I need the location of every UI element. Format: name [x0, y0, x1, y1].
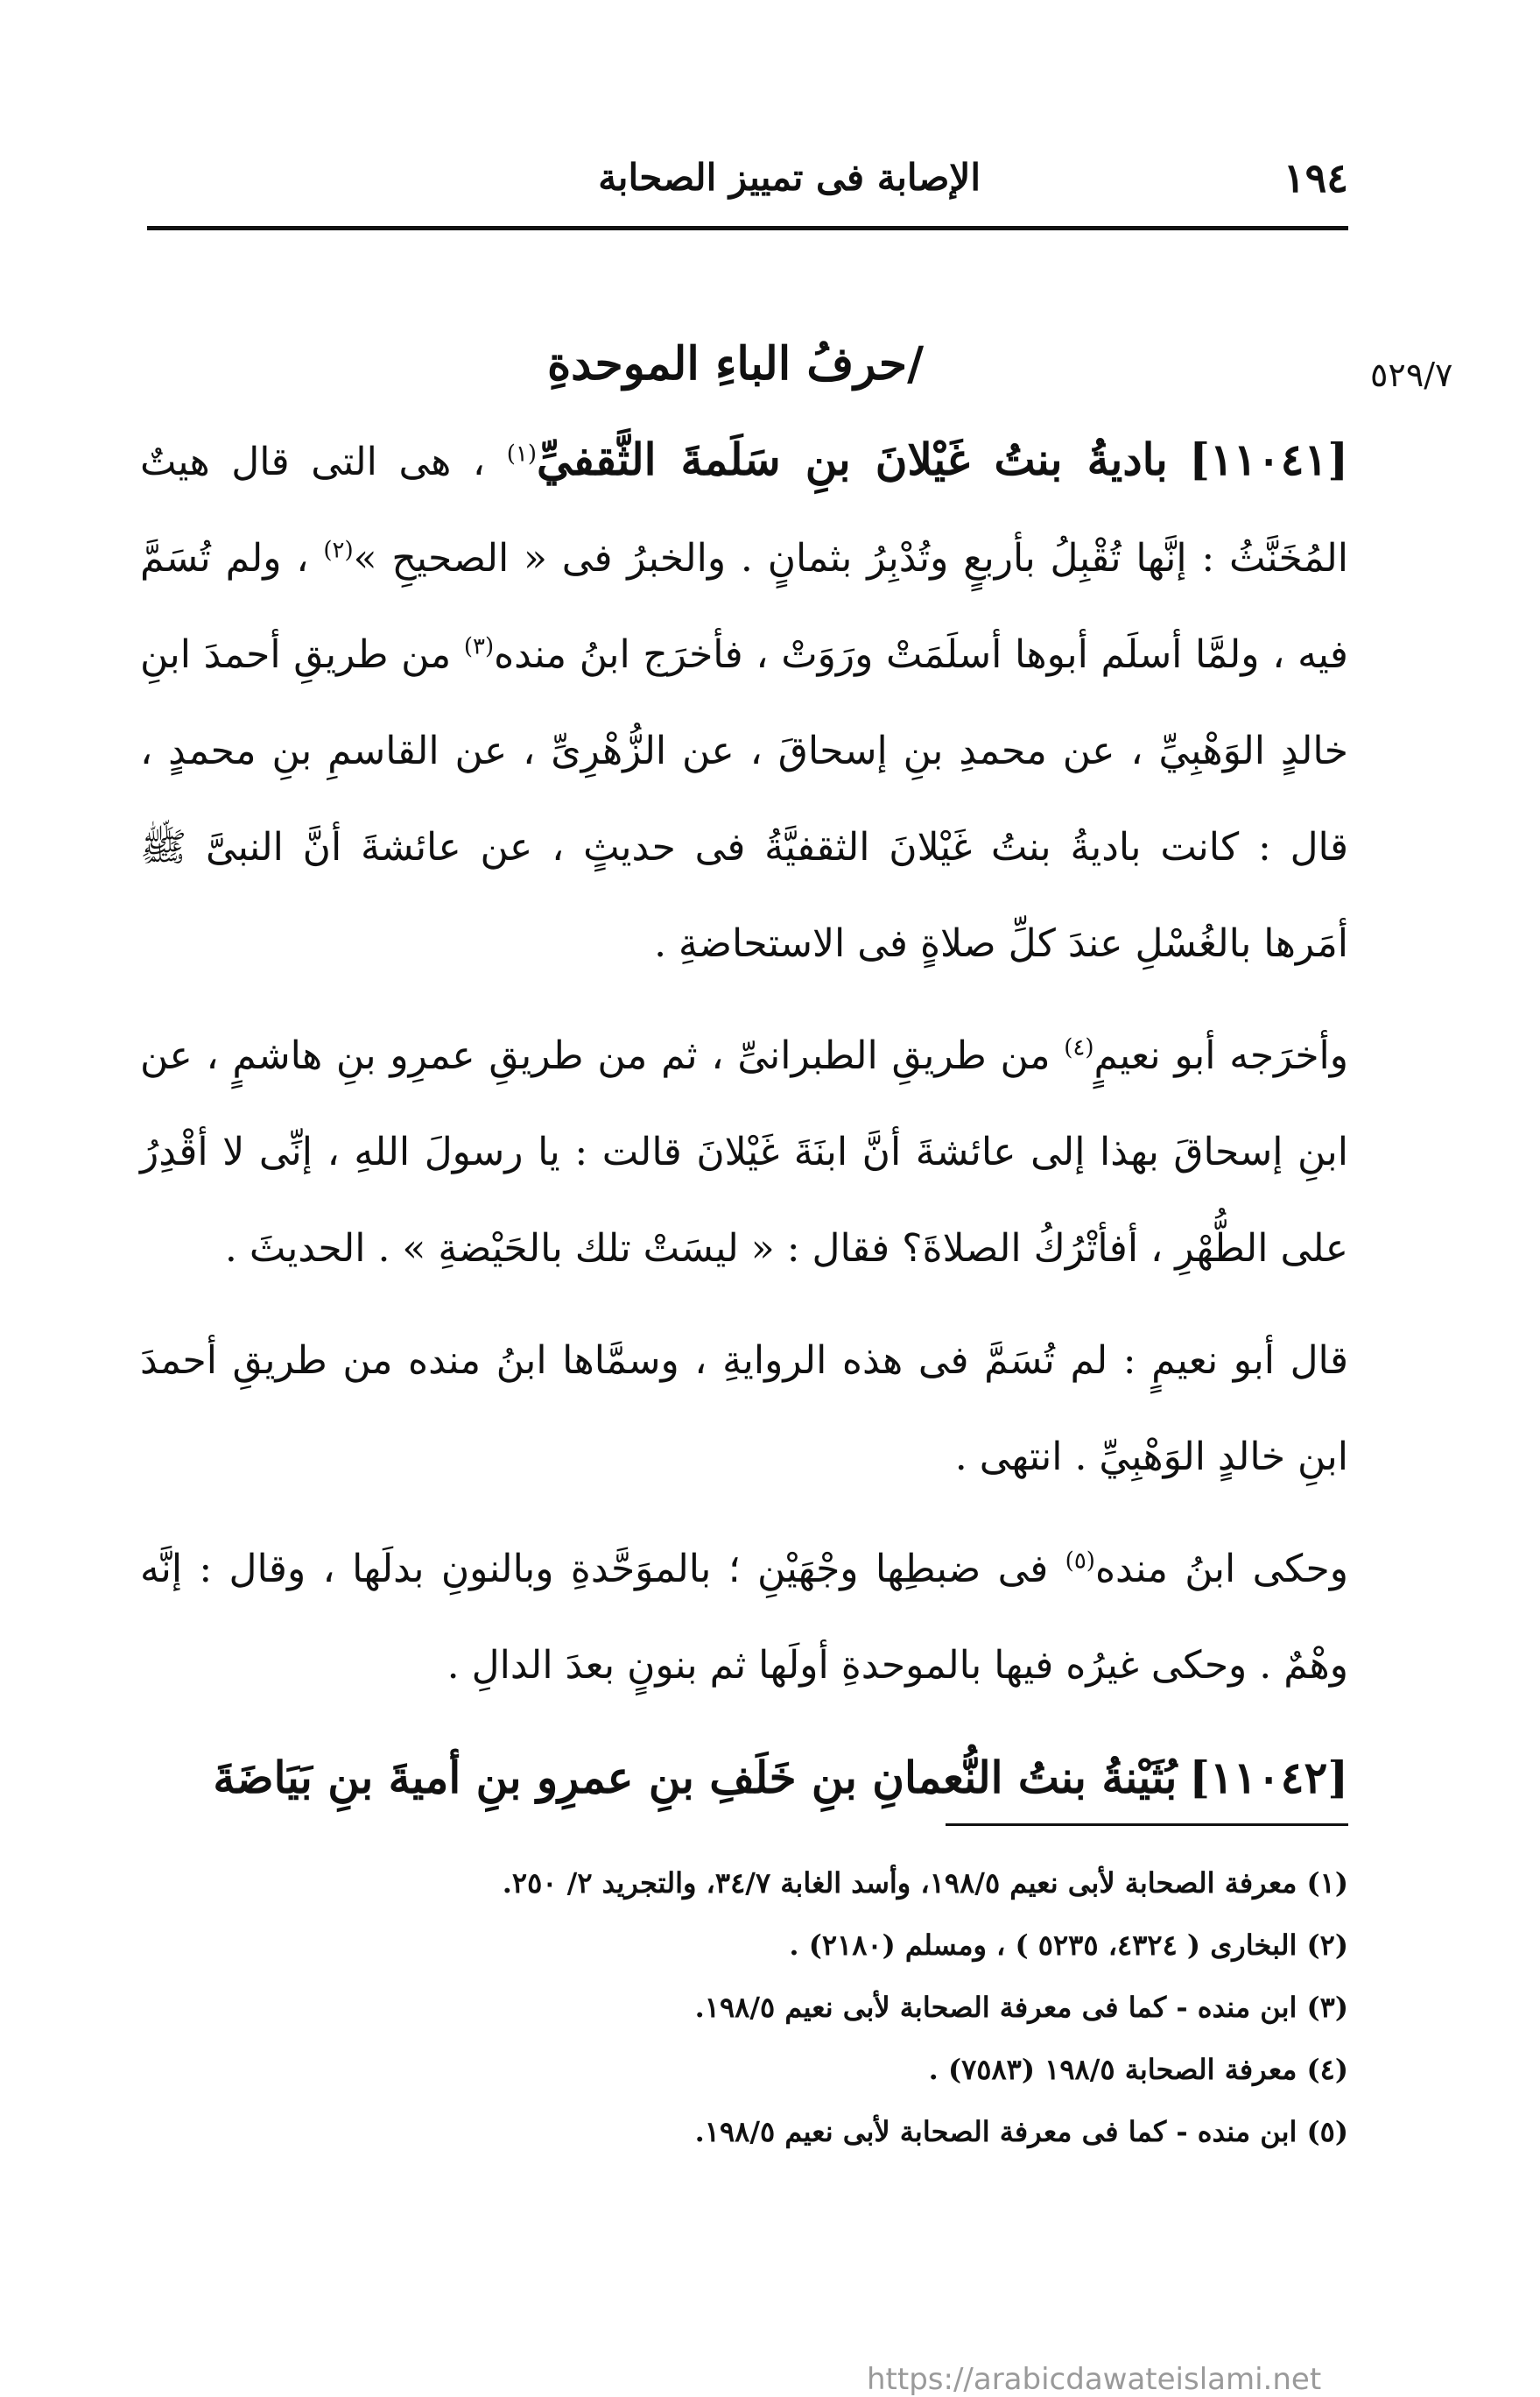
paragraph-text: من طريقِ الطبرانىِّ ، ثم من طريقِ عمرِو بنِ هاشمٍ ، عن ابنِ إسحاقَ بهذا إلى عائشةَ أنَّ ابنَةَ غَيْلانَ قالت : يا رسولَ اللهِ ، إنِّى لا أقْدِرُ على الطُّهْرِ ، أفأتْرُكُ الصلاةَ؟ فقال : « ليسَتْ تلك بالحَيْضةِ » . الحديثَ . — [140, 1033, 1348, 1271]
footnote-ref[interactable]: (٢) — [323, 537, 354, 564]
entry-name: بُثَيْنةُ بنتُ النُّعمانِ بنِ خَلَفِ بنِ عمرِو بنِ أميةَ بنِ بَيَاضَةَ — [213, 1752, 1178, 1803]
entry-text: ، ولم تُسَمَّ فيه ، ولمَّا أسلَم أبوها أسلَمَتْ ورَوَتْ ، فأخرَج ابنُ منده — [140, 536, 1348, 677]
text-paragraph — [140, 1521, 1348, 1714]
paragraph-text: فى ضبطِها وجْهَيْنِ ؛ بالموَحَّدةِ وبالنونِ بدلَها ، وقال : إنَّه وهْمٌ . وحكى غيرُه فيها بالموحدةِ أولَها ثم بنونٍ بعدَ الدالِ . — [140, 1547, 1348, 1688]
margin-reference: ٥٢٩/٧ — [1370, 356, 1453, 394]
footnotes — [263, 1852, 1348, 2163]
entry-text: ، هى التى قال هيتٌ المُخَنَّثُ : إنَّها تُقْبِلُ بأربعٍ وتُدْبِرُ بثمانٍ . والخبرُ فى « الصحيحِ » — [140, 440, 1348, 581]
main-text — [140, 412, 1348, 1844]
text-paragraph — [140, 1313, 1348, 1505]
entry-number: [١١٠٤١] — [1189, 434, 1348, 485]
footnote: (٤) معرفة الصحابة ١٩٨/٥ (٧٥٨٣) . — [928, 2053, 1348, 2086]
footnote-rule — [946, 1823, 1348, 1826]
watermark-url: https://arabicdawateislami.net — [867, 2362, 1322, 2397]
footnote-ref[interactable]: (٣) — [463, 633, 495, 660]
header-rule — [147, 226, 1348, 230]
footnote: (٣) ابن منده - كما فى معرفة الصحابة لأبى نعيم ١٩٨/٥. — [694, 1991, 1348, 2024]
page-number: ١٩٤ — [1283, 154, 1348, 201]
entry-name: باديةُ بنتُ غَيْلانَ بنِ سَلَمةَ الثَّقفيِّ — [537, 434, 1168, 485]
entry-paragraph — [140, 1730, 1348, 1829]
entry-text: من طريقِ أحمدَ ابنِ خالدٍ الوَهْبِيِّ ، عن محمدِ بنِ إسحاقَ ، عن الزُّهْرِىِّ ، عن القاسمِ بنِ محمدٍ ، قال : كانت باديةُ بنتُ غَيْلانَ الثقفيَّةُ فى حديثٍ ، عن عائشةَ أنَّ النبىَّ ﷺ أمَرها بالغُسْلِ عندَ كلِّ صلاةٍ فى الاستحاضةِ . — [140, 632, 1348, 966]
entry-number: [١١٠٤٢] — [1189, 1752, 1348, 1803]
footnote: (٥) ابن منده - كما فى معرفة الصحابة لأبى نعيم ١٩٨/٥. — [694, 2115, 1348, 2148]
book-title: الإصابة فى تمييز الصحابة — [598, 156, 981, 199]
page-header — [149, 147, 1348, 210]
footnote-ref[interactable]: (١) — [506, 441, 538, 468]
section-heading: /حرفُ الباءِ الموحدةِ — [546, 337, 925, 391]
footnote-ref[interactable]: (٥) — [1065, 1547, 1095, 1575]
paragraph-text: وأخرَجه أبو نعيمٍ — [1093, 1033, 1348, 1078]
entry-paragraph — [140, 412, 1348, 992]
paragraph-text: قال أبو نعيمٍ : لم تُسَمَّ فى هذه الروايةِ ، وسمَّاها ابنُ منده من طريقِ أحمدَ ابنِ خالدٍ الوَهْبِيِّ . انتهى . — [140, 1338, 1348, 1479]
text-paragraph — [140, 1008, 1348, 1297]
footnote: (٢) البخارى ( ٤٣٢٤، ٥٢٣٥ ) ، ومسلم (٢١٨٠) . — [789, 1928, 1348, 1962]
paragraph-text: وحكى ابنُ منده — [1094, 1547, 1348, 1591]
footnote-ref[interactable]: (٤) — [1064, 1034, 1094, 1061]
footnote: (١) معرفة الصحابة لأبى نعيم ١٩٨/٥، وأسد الغابة ٣٤/٧، والتجريد ٢/ ٢٥٠. — [502, 1866, 1348, 1900]
